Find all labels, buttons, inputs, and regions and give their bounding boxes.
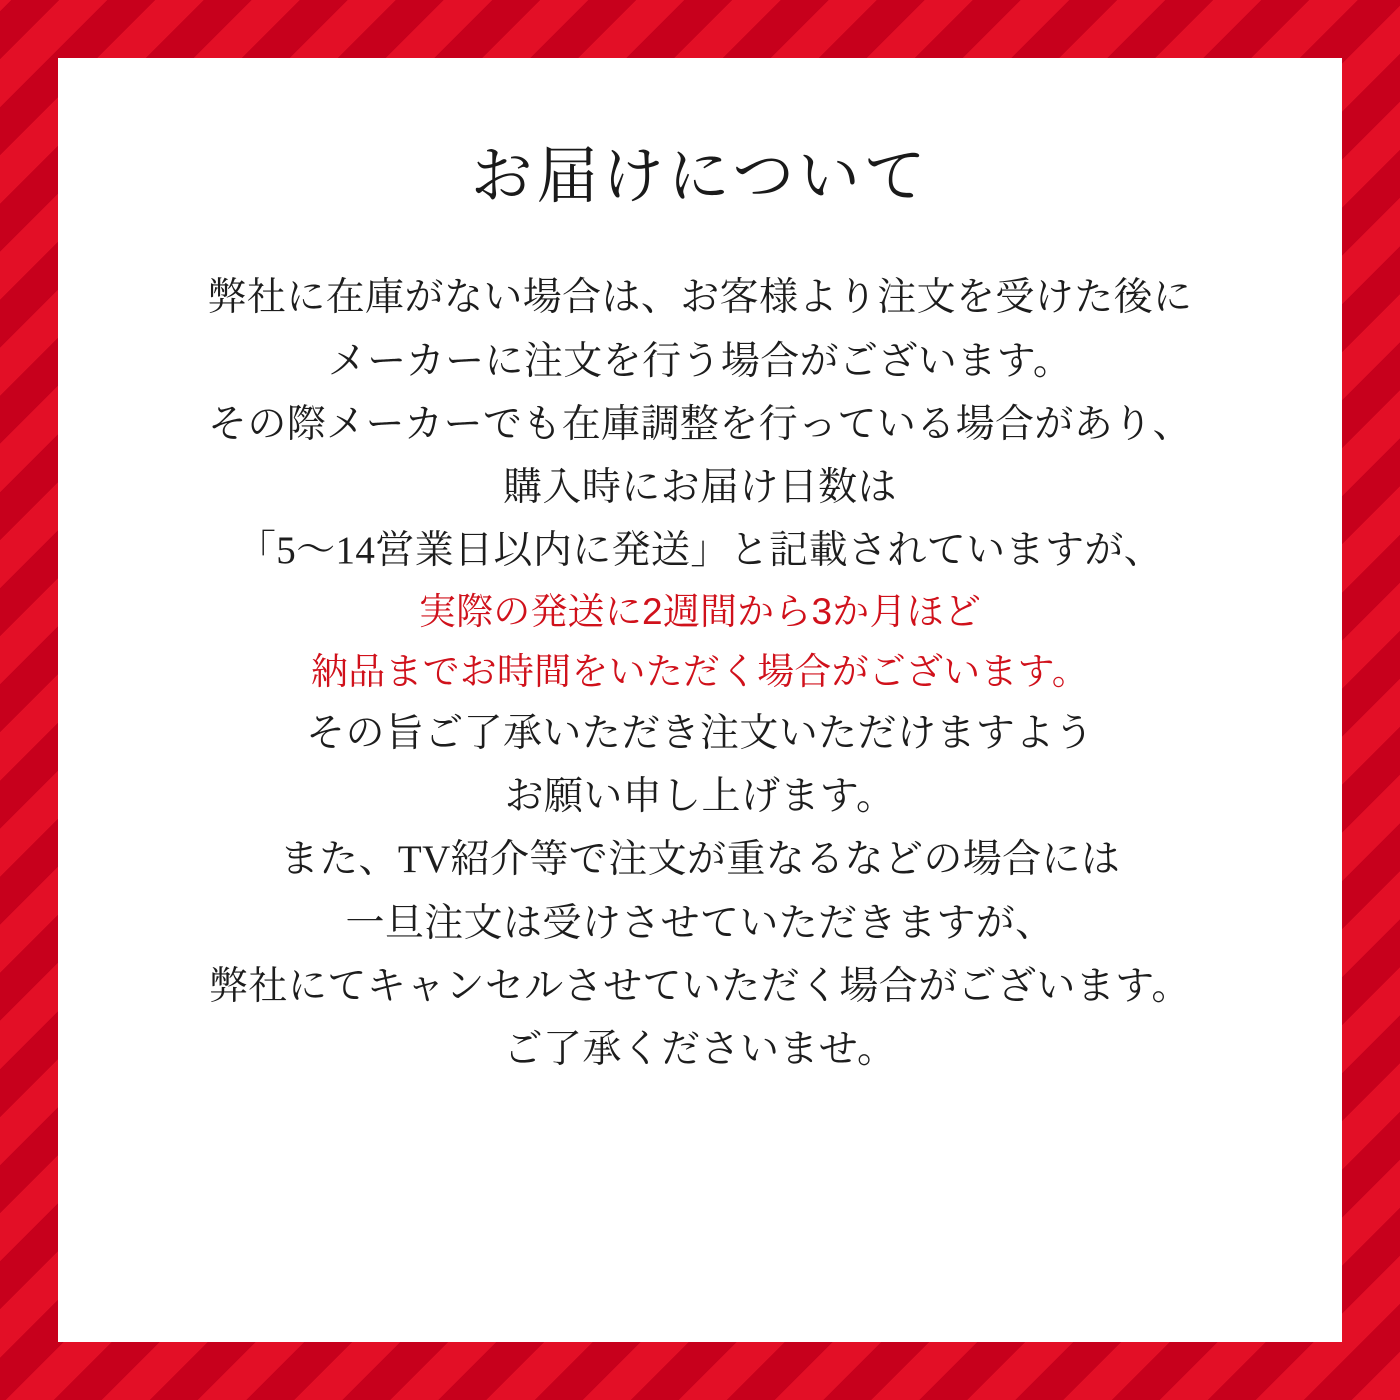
notice-line-highlighted: 実際の発送に2週間から3か月ほど — [418, 591, 982, 633]
notice-line: 一旦注文は受けさせていただきますが、 — [345, 901, 1055, 945]
notice-line: 弊社に在庫がない場合は、お客様より注文を受けた後に — [207, 276, 1193, 320]
page-title: お届けについて — [470, 143, 930, 211]
notice-line: お願い申し上げます。 — [504, 775, 896, 819]
notice-line: 購入時にお届け日数は — [503, 465, 897, 509]
notice-line: また、TV紹介等で注文が重なるなどの場合には — [279, 838, 1121, 882]
notice-line: その旨ご了承いただき注文いただけますよう — [306, 712, 1094, 756]
notice-line: メーカーに注文を行う場合がございます。 — [327, 339, 1073, 383]
notice-line-highlighted: 納品までお時間をいただく場合がございます。 — [311, 651, 1089, 693]
notice-body — [118, 266, 1282, 1081]
notice-line: 弊社にてキャンセルさせていただく場合がございます。 — [209, 964, 1191, 1008]
notice-line: 「5〜14営業日以内に発送」と記載されていますが、 — [236, 529, 1164, 573]
notice-line: その際メーカーでも在庫調整を行っている場合があり、 — [208, 402, 1192, 446]
notice-line: ご了承くださいませ。 — [503, 1027, 897, 1071]
notice-panel — [58, 58, 1342, 1342]
